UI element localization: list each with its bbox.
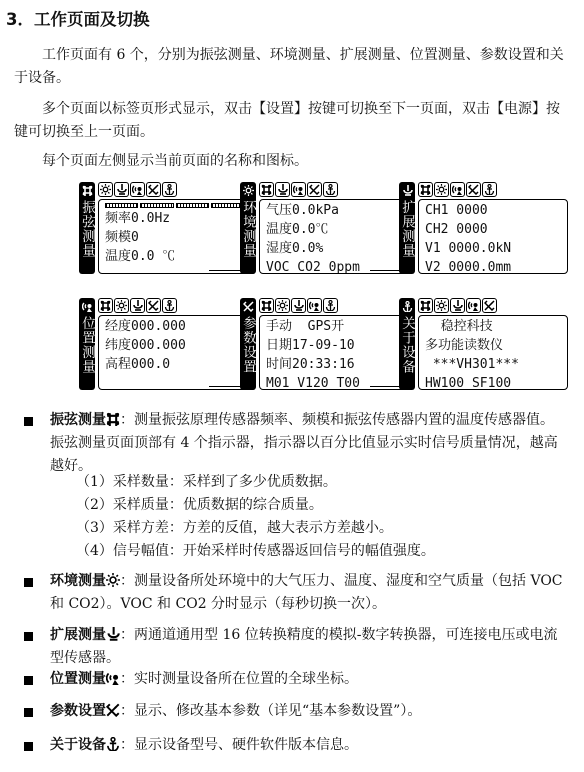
vibrating-wire-icon: [259, 182, 274, 197]
screen-name: 环境测量: [240, 200, 256, 258]
bullet-square: [24, 742, 33, 751]
satellite-icon: [80, 299, 94, 313]
satellite-icon: [291, 182, 306, 197]
bullet-title: 振弦测量: [50, 412, 106, 428]
vibrating-wire-icon: [418, 182, 433, 197]
screen-connector: [209, 270, 240, 271]
screen-sidebar: [399, 182, 415, 274]
screen-sidebar: [240, 182, 256, 274]
screen-line: 经度000.000: [105, 319, 186, 334]
screen-connector: [209, 386, 240, 387]
screen-line: CH1 0000: [425, 203, 488, 218]
probe-icon: [106, 626, 120, 640]
sub-item: （3）采样方差：方差的反值，越大表示方差越小。: [76, 520, 393, 536]
probe-icon: [275, 182, 290, 197]
sun-icon: [241, 183, 255, 197]
screen-line: HW100 SF100: [425, 376, 512, 390]
bullet-title: 扩展测量: [50, 627, 106, 643]
bullet-square: [24, 632, 33, 641]
tools-icon: [241, 299, 255, 313]
screen-content: [418, 199, 568, 274]
screen-line: 多功能读数仪: [425, 338, 504, 353]
sub-item: （1）采样数量：采样到了多少优质数据。: [76, 474, 337, 490]
probe-icon: [114, 182, 129, 197]
sun-icon: [98, 182, 113, 197]
tools-icon: [482, 298, 497, 313]
screen-line: 高程000.0: [105, 357, 171, 372]
screen-content: [98, 315, 248, 390]
screen-line: 湿度0.0%: [266, 241, 324, 256]
bullet-title: 关于设备: [50, 737, 106, 753]
probe-icon: [291, 298, 306, 313]
screen-position: [79, 298, 249, 390]
anchor-icon: [400, 299, 414, 313]
screen-sidebar: [240, 298, 256, 390]
bullet-text: ：实时测量设备所在位置的全球坐标。: [120, 671, 358, 687]
anchor-icon: [162, 298, 177, 313]
bullet-title: 环境测量: [50, 573, 106, 589]
screen-tab-bar: [98, 298, 177, 314]
probe-icon: [400, 183, 414, 197]
sun-icon: [106, 572, 120, 586]
screen-line: V2 0000.0mm: [425, 260, 512, 274]
screen-sidebar: [399, 298, 415, 390]
screen-line: 稳控科技: [425, 319, 493, 334]
bullet-extension: [24, 624, 564, 670]
bullet-square: [24, 676, 33, 685]
satellite-icon: [450, 182, 465, 197]
screen-name: 扩展测量: [399, 200, 415, 258]
anchor-icon: [323, 298, 338, 313]
vibrating-wire-icon: [418, 298, 433, 313]
screen-line: 时间20:33:16: [266, 357, 355, 372]
bullet-about: [24, 734, 564, 757]
screen-line: 手动 GPS开: [266, 319, 345, 334]
sun-icon: [434, 298, 449, 313]
screen-content: [259, 315, 409, 390]
sun-icon: [114, 298, 129, 313]
screen-line: V1 0000.0kN: [425, 241, 512, 256]
screen-extension: [399, 182, 569, 274]
anchor-icon: [162, 182, 177, 197]
screen-line: 频率0.0Hz: [105, 211, 171, 226]
sidebar-paragraph: 每个页面左侧显示当前页面的名称和图标。: [42, 153, 308, 169]
bullet-title: 参数设置: [50, 703, 106, 719]
screen-line: 频模0: [105, 230, 139, 245]
bullet-square: [24, 578, 33, 587]
bullet-parameters: [24, 700, 564, 723]
bullet-title: 位置测量: [50, 671, 106, 687]
screen-name: 参数设置: [240, 316, 256, 374]
screen-line: 温度0.0℃: [266, 222, 329, 237]
satellite-icon: [106, 670, 120, 684]
tools-icon: [307, 182, 322, 197]
screen-name: 位置测量: [79, 316, 95, 374]
screen-tab-bar: [418, 298, 497, 314]
anchor-icon: [323, 182, 338, 197]
screen-environment: [240, 182, 410, 274]
screen-name: 关于设备: [399, 316, 415, 374]
sub-item: （4）信号幅值：开始采样时传感器返回信号的幅值强度。: [76, 543, 435, 559]
bullet-vibrating-wire: [24, 409, 564, 478]
screen-connector: [370, 270, 399, 271]
screen-line: 温度0.0 ℃: [105, 249, 176, 264]
bullet-text: ：测量设备所处环境中的大气压力、温度、湿度和空气质量（包括 VOC 和 CO2）。VOC 和 CO2 分时显示（每秒切换一次）。: [50, 573, 563, 612]
screen-content: [418, 315, 568, 390]
screen-tab-bar: [418, 182, 497, 198]
screen-sidebar: [79, 182, 95, 274]
screen-parameters: [240, 298, 410, 390]
screen-tab-bar: [98, 182, 177, 198]
sub-item: （2）采样质量：优质数据的综合质量。: [76, 497, 323, 513]
bullet-square: [24, 417, 33, 426]
screen-line: 纬度000.000: [105, 338, 186, 353]
vibrating-wire-icon: [106, 411, 120, 425]
satellite-icon: [130, 182, 145, 197]
sun-icon: [434, 182, 449, 197]
bullet-text: ：显示设备型号、硬件软件版本信息。: [120, 737, 358, 753]
screen-line: CH2 0000: [425, 222, 488, 237]
screen-tab-bar: [259, 298, 338, 314]
tools-icon: [146, 298, 161, 313]
bullet-text: ：测量振弦原理传感器频率、频模和振弦传感器内置的温度传感器值。振弦测量页面顶部有 4 个指示器，指示器以百分比值显示实时信号质量情况，越高越好。: [50, 412, 558, 474]
switching-paragraph: 多个页面以标签页形式显示，双击【设置】按键可切换至下一页面，双击【电源】按键可切换至上一页面。: [14, 101, 560, 140]
vibrating-wire-icon: [80, 183, 94, 197]
satellite-icon: [466, 298, 481, 313]
intro-paragraph: 工作页面有 6 个，分别为振弦测量、环境测量、扩展测量、位置测量、参数设置和关于设备。: [14, 47, 564, 86]
vibrating-wire-icon: [259, 298, 274, 313]
screen-tab-bar: [259, 182, 338, 198]
screen-line: VOC CO2 0ppm: [266, 260, 360, 274]
probe-icon: [450, 298, 465, 313]
screen-name: 振弦测量: [79, 200, 95, 258]
bullet-text: ：显示、修改基本参数（详见“基本参数设置”）。: [120, 703, 422, 719]
tools-icon: [146, 182, 161, 197]
sun-icon: [275, 298, 290, 313]
screen-vibrating-wire: [79, 182, 249, 274]
satellite-icon: [307, 298, 322, 313]
screen-line: M01 V120 T00: [266, 376, 360, 390]
screen-line: 日期17-09-10: [266, 338, 355, 353]
anchor-icon: [482, 182, 497, 197]
bullet-position: [24, 668, 564, 691]
screen-line: 气压0.0kPa: [266, 203, 339, 218]
tools-icon: [106, 702, 120, 716]
bullet-text: ：两通道通用型 16 位转换精度的模拟-数字转换器，可连接电压或电流型传感器。: [50, 627, 558, 666]
section-heading: 3．工作页面及切换: [6, 10, 150, 29]
bullet-square: [24, 708, 33, 717]
tools-icon: [466, 182, 481, 197]
anchor-icon: [106, 736, 120, 750]
bullet-environment: [24, 570, 564, 616]
vibrating-wire-icon: [98, 298, 113, 313]
probe-icon: [130, 298, 145, 313]
screen-content: [259, 199, 409, 274]
screen-connector: [370, 386, 399, 387]
screen-line: ***VH301***: [425, 357, 519, 372]
screen-sidebar: [79, 298, 95, 390]
screen-about: [399, 298, 569, 390]
screen-content: [98, 199, 248, 274]
